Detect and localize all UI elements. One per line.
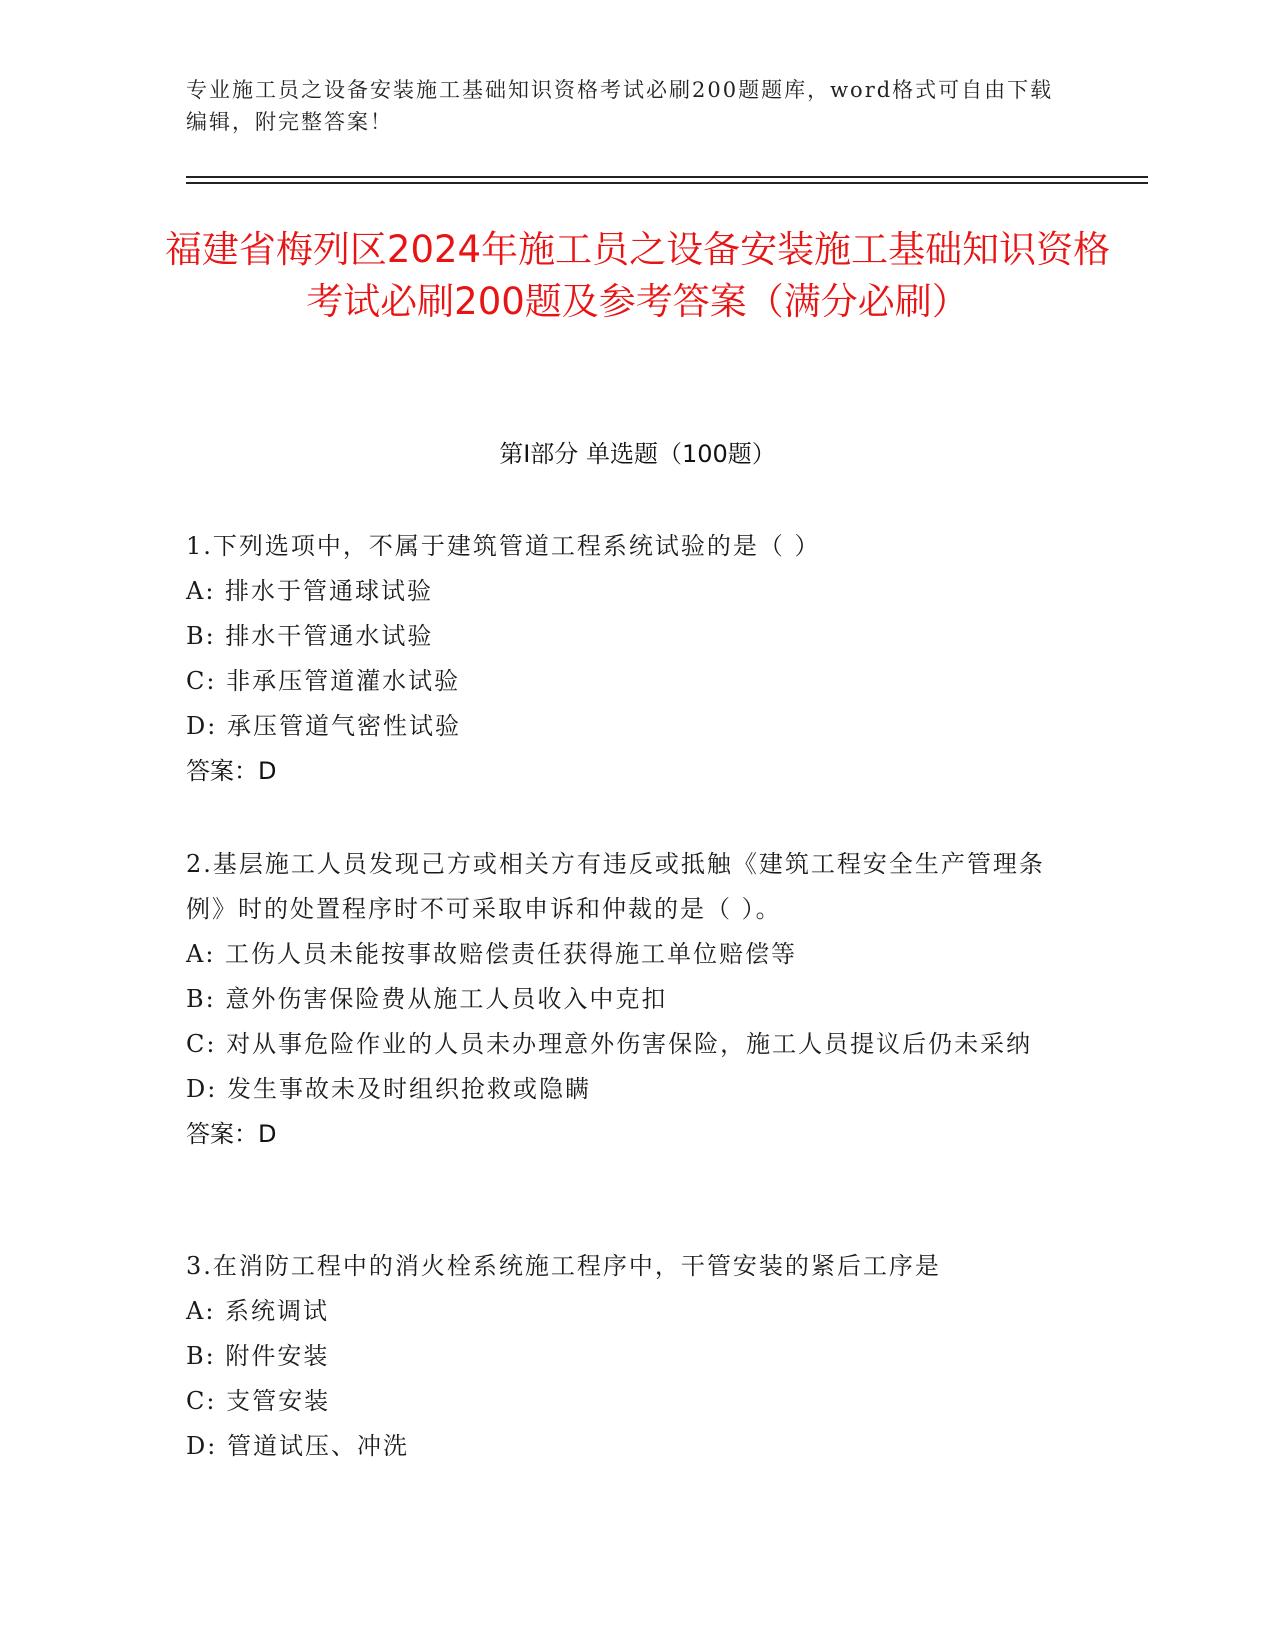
option-d: D: 发生事故未及时组织抢救或隐瞒 xyxy=(186,1075,591,1103)
option-a: A: 排水于管通球试验 xyxy=(186,577,434,605)
question-1 xyxy=(186,524,1066,794)
option-b: B: 意外伤害保险费从施工人员收入中克扣 xyxy=(186,985,668,1013)
option-a: A: 工伤人员未能按事故赔偿责任获得施工单位赔偿等 xyxy=(186,940,798,968)
answer: 答案：D xyxy=(186,1120,277,1148)
option-c: C: 对从事危险作业的人员未办理意外伤害保险，施工人员提议后仍未采纳 xyxy=(186,1030,1033,1058)
answer: 答案：D xyxy=(186,757,277,785)
question-stem: 2.基层施工人员发现己方或相关方有违反或抵触《建筑工程安全生产管理条例》时的处置程序时不可采取申诉和仲裁的是（ ）。 xyxy=(186,850,1045,923)
option-b: B: 排水干管通水试验 xyxy=(186,622,434,650)
option-b: B: 附件安装 xyxy=(186,1342,330,1370)
header-rule-top xyxy=(186,176,1148,178)
header-rule-bottom xyxy=(186,182,1148,184)
option-d: D: 承压管道气密性试验 xyxy=(186,712,461,740)
option-c: C: 支管安装 xyxy=(186,1387,331,1415)
section-heading: 第Ⅰ部分 单选题（100题） xyxy=(499,440,776,468)
option-d: D: 管道试压、冲洗 xyxy=(186,1432,409,1460)
option-a: A: 系统调试 xyxy=(186,1297,330,1325)
header-note: 专业施工员之设备安装施工基础知识资格考试必刷200题题库，word格式可自由下载编辑，附完整答案！ xyxy=(186,78,1054,134)
question-2 xyxy=(186,842,1066,1157)
option-c: C: 非承压管道灌水试验 xyxy=(186,667,461,695)
question-stem: 3.在消防工程中的消火栓系统施工程序中，干管安装的紧后工序是 xyxy=(186,1252,941,1280)
document-title: 福建省梅列区2024年施工员之设备安装施工基础知识资格考试必刷200题及参考答案（满分必刷） xyxy=(164,228,1111,323)
question-stem: 1.下列选项中，不属于建筑管道工程系统试验的是（ ） xyxy=(186,532,821,560)
question-3 xyxy=(186,1244,1066,1469)
